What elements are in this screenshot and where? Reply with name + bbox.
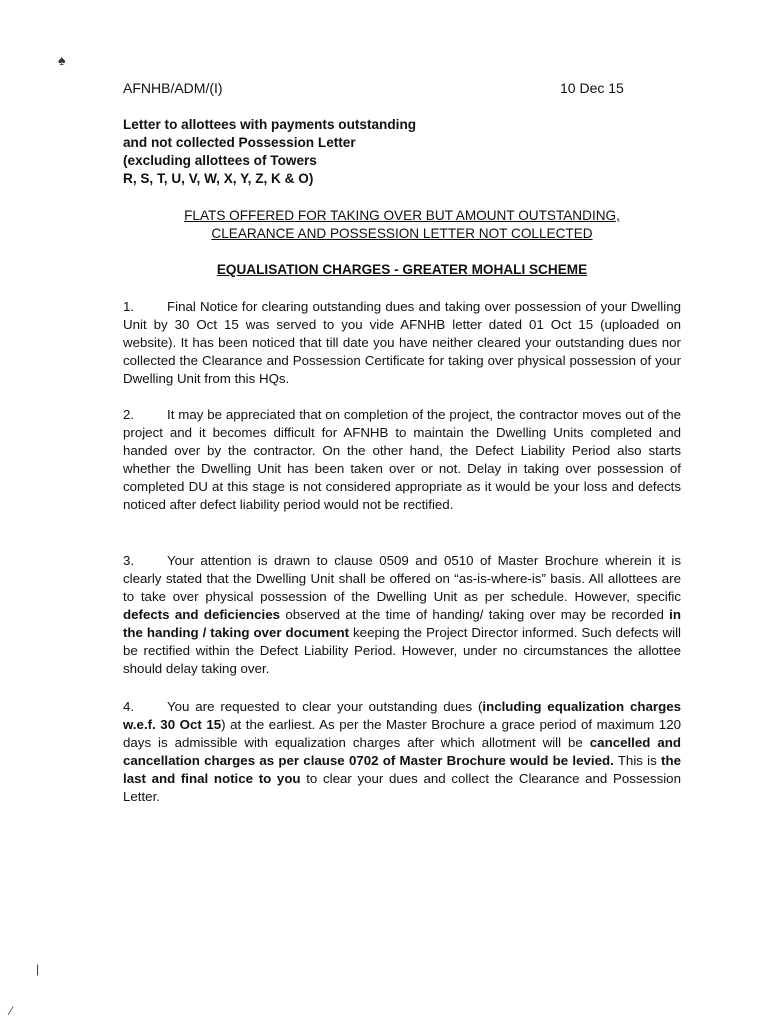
- subject-line: (excluding allottees of Towers: [123, 153, 317, 168]
- reference-number: AFNHB/ADM/(I): [123, 80, 223, 96]
- subject-line: Letter to allottees with payments outstanding: [123, 117, 417, 132]
- scan-mark: ♠: [58, 52, 66, 68]
- emphasis-text: the last and final notice to you: [123, 753, 681, 786]
- heading-line: CLEARANCE AND POSSESSION LETTER NOT COLLECTED: [211, 226, 593, 241]
- scan-mark: |: [36, 962, 40, 976]
- paragraph-number: 4.: [123, 699, 135, 714]
- paragraph-text: It may be appreciated that on completion of the project, the contractor moves out of the project and it becomes difficult for AFNHB to maintain the Dwelling Units completed and handed over by the contractor. On the other hand, the Defect Liability Period also starts whether the Dwelling Unit has been taken over or not. Delay in taking over possession of completed DU at this stage is not considered appropriate as it would be your loss and defects noticed after defect liability period would not be rectified.: [123, 407, 681, 512]
- paragraph-text: keeping the Project Director informed. Such defects will be rectified within the Defect Liability Period. However, under no circumstances the allottee should delay taking over.: [123, 625, 681, 676]
- scan-mark: ⁄: [10, 1004, 13, 1018]
- heading-line: FLATS OFFERED FOR TAKING OVER BUT AMOUNT OUTSTANDING,: [184, 208, 620, 223]
- paragraph-number: 3.: [123, 553, 135, 568]
- paragraph-number: 2.: [123, 407, 135, 422]
- letter-date: 10 Dec 15: [560, 80, 624, 96]
- heading-flats-offered: [123, 207, 681, 243]
- paragraph-text: Your attention is drawn to clause 0509 and 0510 of Master Brochure wherein it is clearly stated that the Dwelling Unit shall be offered on “as-is-where-is” basis. All allottees are to take over physical possession of the Dwelling Unit as per schedule. However, specific: [123, 553, 681, 604]
- paragraph-4: [123, 698, 681, 806]
- subject-block: [123, 116, 643, 188]
- paragraph-text: You are requested to clear your outstanding dues (: [167, 699, 483, 714]
- paragraph-number: 1.: [123, 299, 135, 314]
- emphasis-text: defects and deficiencies: [123, 607, 280, 622]
- paragraph-3: [123, 552, 681, 678]
- subject-line: and not collected Possession Letter: [123, 135, 356, 150]
- paragraph-text: ) at the earliest. As per the Master Brochure a grace period of maximum 120 days is admissible with equalization charges after which allotment will be: [123, 717, 681, 750]
- paragraph-text: This is: [613, 753, 662, 768]
- subject-line: R, S, T, U, V, W, X, Y, Z, K & O): [123, 171, 314, 186]
- paragraph-text: to clear your dues and collect the Clearance and Possession Letter.: [123, 771, 681, 804]
- paragraph-2: [123, 406, 681, 514]
- paragraph-text: Final Notice for clearing outstanding dues and taking over possession of your Dwelling Unit by 30 Oct 15 was served to you vide AFNHB letter dated 01 Oct 15 (uploaded on website). It has been noticed that till date you have neither cleared your outstanding dues nor collected the Clearance and Possession Certificate for taking over physical possession of your Dwelling Unit from this HQs.: [123, 299, 681, 386]
- paragraph-1: [123, 298, 681, 388]
- paragraph-text: observed at the time of handing/ taking over may be recorded: [279, 607, 670, 622]
- emphasis-text: in the handing / taking over document: [123, 607, 681, 640]
- emphasis-text: including equalization charges w.e.f. 30 Oct 15: [123, 699, 681, 732]
- emphasis-text: cancelled and cancellation charges as per clause 0702 of Master Brochure would be levied.: [123, 735, 681, 768]
- heading-equalisation-charges: EQUALISATION CHARGES - GREATER MOHALI SCHEME: [216, 262, 588, 277]
